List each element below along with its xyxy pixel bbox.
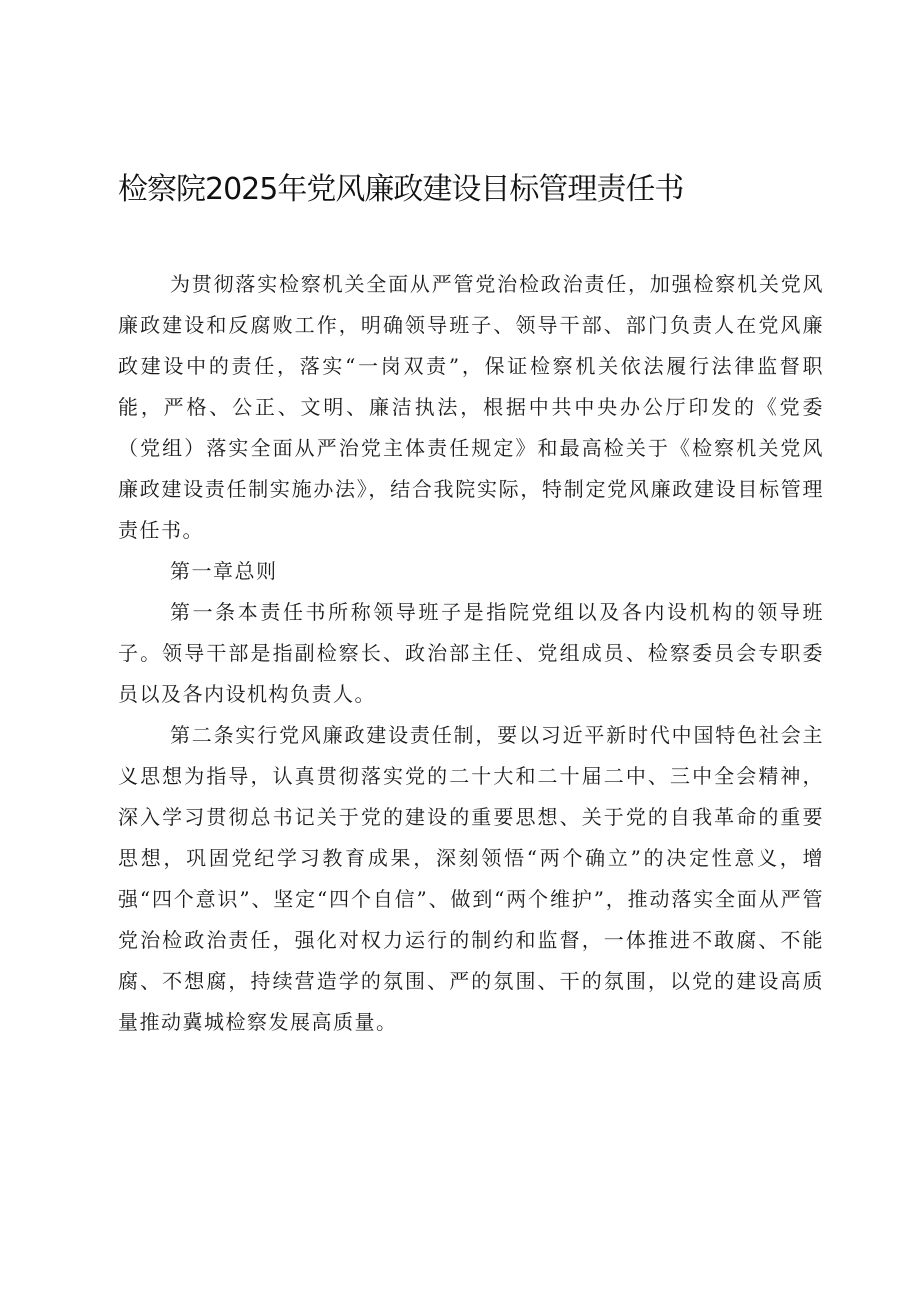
chapter-heading: 第一章总则 xyxy=(170,559,278,583)
article-2-paragraph: 第二条实行党风廉政建设责任制，要以习近平新时代中国特色社会主义思想为指导，认真贯彻落实党的二十大和二十届二中、三中全会精神，深入学习贯彻总书记关于党的建设的重要思想、关于党的自我革命的重要思想，巩固党纪学习教育成果，深刻领悟“两个确立”的决定性意义，增强“四个意识”、坚定“四个自信”、做到“两个维护”，推动落实全面从严管党治检政治责任，强化对权力运行的制约和监督，一体推进不敢腐、不能腐、不想腐，持续营造学的氛围、严的氛围、干的氛围，以党的建设高质量推动冀城检察发展高质量。 xyxy=(118,723,824,1034)
document-title: 检察院2025年党风廉政建设目标管理责任书 xyxy=(118,172,684,207)
article-1-paragraph: 第一条本责任书所称领导班子是指院党组以及各内设机构的领导班子。领导干部是指副检察长、政治部主任、党组成员、检察委员会专职委员以及各内设机构负责人。 xyxy=(118,600,824,706)
document-body xyxy=(118,264,824,1043)
intro-paragraph: 为贯彻落实检察机关全面从严管党治检政治责任，加强检察机关党风廉政建设和反腐败工作，明确领导班子、领导干部、部门负责人在党风廉政建设中的责任，落实“一岗双责”，保证检察机关依法履行法律监督职能，严格、公正、文明、廉洁执法，根据中共中央办公厅印发的《党委（党组）落实全面从严治党主体责任规定》和最高检关于《检察机关党风廉政建设责任制实施办法》，结合我院实际，特制定党风廉政建设目标管理责任书。 xyxy=(118,272,824,542)
